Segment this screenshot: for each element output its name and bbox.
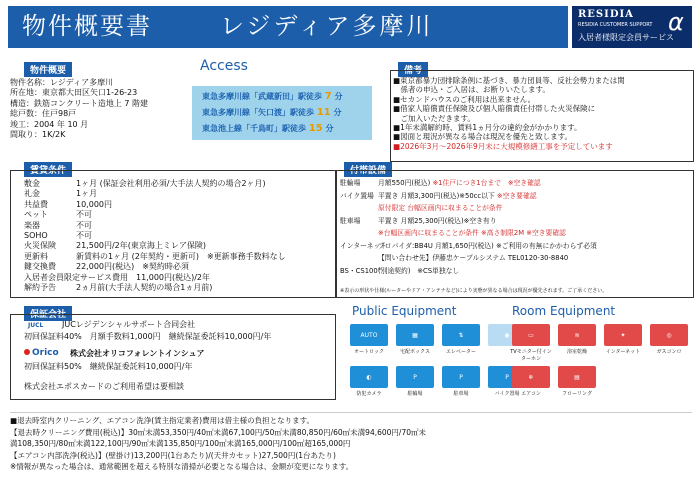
air-conditioner-icon: ❄	[512, 366, 550, 388]
page-title: 物件概要書	[22, 12, 152, 40]
facility-line: ※台幅区画内に収まることが条件 ※高さ制限2M ※空き要確認	[378, 229, 566, 237]
renovation-notice: ■2026年3月～2026年9月末に大規模修繕工事を予定しています	[393, 141, 613, 151]
terms-row: 敷金 1ヶ月 (保証会社利用必須/大手法人契約の場合2ヶ月)	[24, 179, 266, 188]
public-equipment-title: Public Equipment	[352, 304, 457, 318]
terms-row: 共益費 10,000円	[24, 199, 112, 209]
facilities-title: 付帯設備	[344, 162, 392, 177]
bathroom-dryer-icon: ≋	[558, 324, 596, 346]
elevator-icon: ⇅	[442, 324, 480, 346]
access-line: 東急多摩川線「矢口渡」駅徒歩 11 分	[202, 107, 342, 118]
overview-line: 竣工：2004 年 10 月	[10, 119, 89, 129]
terms-row: SOHO 不可	[24, 231, 92, 241]
bicycle-parking-icon: P	[396, 366, 434, 388]
bike-parking-icon: P	[488, 366, 526, 388]
room-equipment-grid: ▭ ≋ ✦ ◎ TVモニター付インターホン 浴室乾燥 インターネット ガスコンロ ❄ ▤ エアコン フローリング	[512, 324, 694, 414]
notes-list: ■東京都暴力団排除条例に基づき、暴力団員等、反社会勢力または関 係者の申込・ご入居は、お断りいたします。 ■セカンドハウスのご利用は出来ません。 ■借家人賠償責任保険及び個人賠償責任付帯した火災保険に ご加入いただきます。 ■1年未満解約時、賃料1ヵ月分の違約金がかかります。 ■図面と現況が異なる場合は現況を優先と致します。 ■2026年3月～2026年9月末に大規模修繕工事を予定しています	[393, 76, 625, 151]
security-camera-icon: ◐	[350, 366, 388, 388]
access-line: 東急多摩川線「武蔵新田」駅徒歩 7 分	[202, 91, 343, 102]
facility-line: バイク置場 平置き 月額3,300円(税込)※50cc以下 ※空き要確認	[340, 191, 537, 200]
guarantee-extra: 株式会社エポスカードのご利用希望は要相談	[24, 382, 184, 391]
guarantee-fee: 初回保証料50% 継続保証委託料10,000円/年	[24, 362, 193, 371]
terms-row: 解約予告 2ヵ月前(大手法人契約の場合1ヵ月前)	[24, 283, 213, 293]
footnotes: ■退去時室内クリーニング、エアコン洗浄(賃主指定業者)費用は借主様の負担となります。 【退去時クリーニング費用(税込)】30㎡未満53,350円/40㎡未満67,100円/50㎡未満80,850円/60㎡未満94,600円/70㎡未 満108,350円/80㎡未満122,100円/90㎡未満135,850円/100㎡未満165,000円/100㎡超165,000円 【エアコン内部洗浄(税込)】(壁掛け)13,200円(1台あたり)/(天井カセット)27,500円(1台あたり) ※情報が異なった場合は、通常範囲を超える特別な清掃が必要となる場合は、金額が変更になります。	[10, 412, 692, 478]
guarantee-name: 株式会社オリコフォレントインシュア	[70, 349, 205, 358]
overview-line: 構造：鉄筋コンクリート造地上 7 階建	[10, 98, 149, 108]
orico-logo: Orico	[24, 348, 59, 358]
overview-line: 物件名称：レジディア多摩川	[10, 78, 114, 87]
guarantee-title: 保証会社	[24, 306, 72, 321]
facility-line: インターネットプロバイダ:BB4U 月額1,650円(税込) ※ご利用の有無にかかわらず必須	[340, 241, 597, 250]
terms-row: 礼金 1ヶ月	[24, 189, 98, 199]
guarantee-name: JUCレジデンシャルサポート合同会社	[62, 320, 196, 329]
notes-title: 備考	[398, 62, 428, 77]
facility-line: 駐輪場 月額550円(税込) ※1住戸につき1台まで ※空き確認	[340, 179, 541, 187]
car-parking-icon: P	[442, 366, 480, 388]
facility-line: BS・CS100°(別途契約) ※CS単独なし	[340, 266, 460, 275]
room-equipment-title: Room Equipment	[512, 304, 616, 318]
terms-row: ペット 不可	[24, 210, 92, 220]
gas-stove-icon: ◎	[650, 324, 688, 346]
placeholder-icon: ◉	[488, 324, 526, 346]
terms-row: 楽器 不可	[24, 220, 92, 230]
facility-line: 駐車場 平置き 月額25,300円(税込)※空き有り	[340, 216, 497, 225]
public-equipment-grid: AUTO ▦ ⇅ ◉ オートロック 宅配ボックス エレベーター ◐ P P P 防犯カメラ 駐輪場 駐車場 バイク置場	[350, 324, 536, 414]
terms-table	[24, 179, 286, 293]
autolock-icon: AUTO	[350, 324, 388, 346]
overview-line: 所在地：東京都大田区矢口1-26-23	[10, 88, 138, 98]
terms-row: 入居者会員限定サービス費用 11,000円(税込)/2年	[24, 272, 211, 282]
facilities-footnote: ※表示の形状や仕様(ルーターやドア・アンテナなど)により実態が異なる場合は現況が優先されます。ご了承ください。	[340, 288, 608, 294]
jucl-logo: JUCL	[28, 322, 44, 329]
flooring-icon: ▤	[558, 366, 596, 388]
access-line: 東急池上線「千鳥町」駅徒歩 15 分	[202, 123, 334, 134]
terms-row: 火災保険 21,500円/2年(東京海上ミレア保険)	[24, 241, 207, 251]
facilities-list	[340, 177, 597, 277]
internet-icon: ✦	[604, 324, 642, 346]
facility-line: 【問い合わせ先】伊藤忠ケーブルシステム TEL0120-30-8840	[378, 254, 569, 262]
tv-intercom-icon: ▭	[512, 324, 550, 346]
delivery-box-icon: ▦	[396, 324, 434, 346]
overview-line: 間取り：1K/2K	[10, 130, 66, 140]
property-name-title: レジディア多摩川	[220, 12, 434, 40]
facility-line: 原付限定 台幅区画内に収まることが条件	[378, 204, 503, 212]
overview-line: 総戸数：住戸98戸	[10, 109, 77, 119]
overview-list	[10, 78, 148, 140]
overview-title: 物件概要	[24, 62, 72, 77]
terms-row: 鍵交換費 22,000円(税込) ※契約時必須	[24, 262, 189, 272]
residia-logo: RESIDIA RESIDIA CUSTOMER SUPPORT 入居者様限定会員サービス α	[572, 6, 692, 48]
guarantee-fee: 初回保証料40% 月額手数料1,000円 継続保証委託料10,000円/年	[24, 332, 272, 341]
access-box	[192, 86, 372, 140]
access-title: Access	[200, 58, 248, 74]
terms-row: 更新料 新賃料の1ヶ月 (2年契約・更新可) ※更新事務手数料なし	[24, 251, 286, 261]
terms-title: 賃貸条件	[24, 162, 72, 177]
